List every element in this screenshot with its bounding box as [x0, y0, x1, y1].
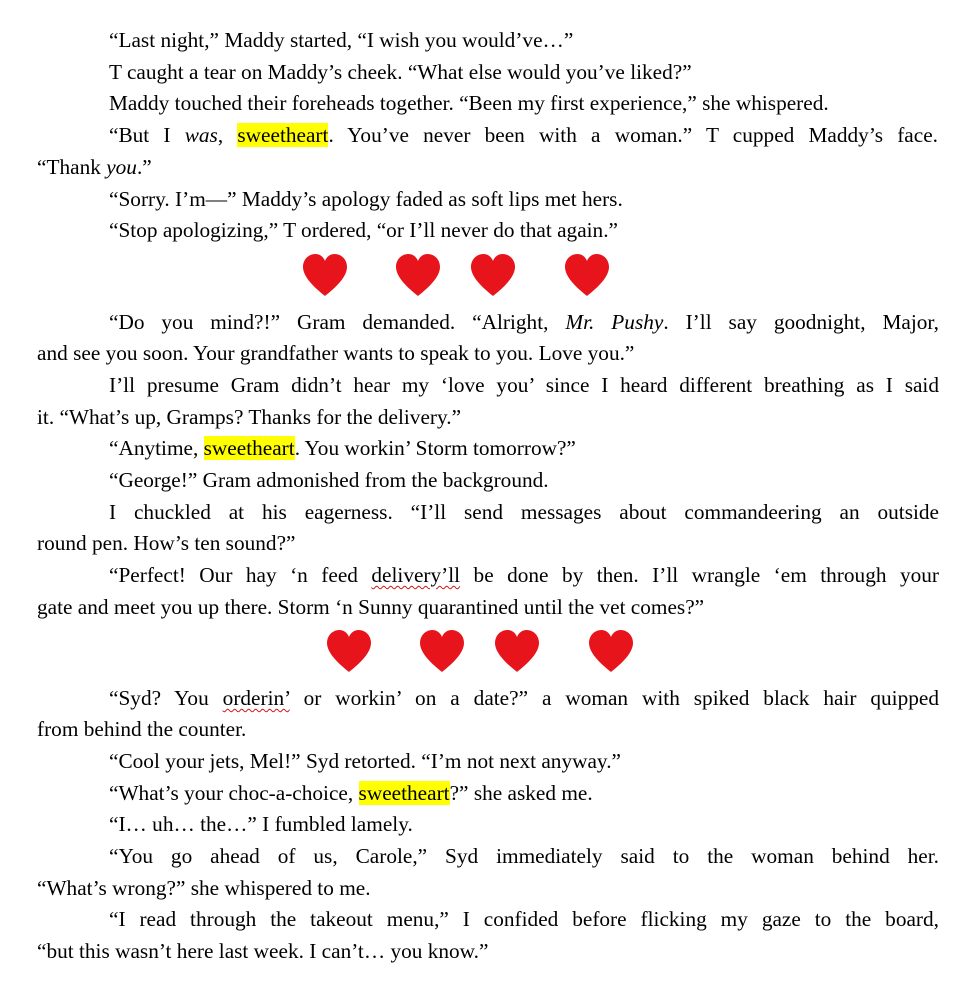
paragraph-line: [109, 89, 829, 117]
highlighted-word: sweetheart: [358, 781, 450, 805]
text-run: .”: [136, 155, 152, 179]
paragraph-line: [37, 715, 246, 743]
paragraph-line: [109, 371, 939, 399]
paragraph-line: [109, 684, 939, 712]
heart-icon: [562, 252, 612, 298]
text-run: I’ll presume Gram didn’t hear my ‘love you’ since I heard different breathing as I said: [109, 373, 939, 397]
heart-icon: [300, 252, 350, 298]
text-run: . I’ll say goodnight, Major,: [663, 310, 939, 334]
text-run: “Syd? You: [109, 686, 223, 710]
paragraph-line: [109, 779, 593, 807]
text-run: round pen. How’s ten sound?”: [37, 531, 296, 555]
heart-divider: [324, 628, 636, 678]
paragraph-line: [37, 529, 295, 557]
paragraph-line: [37, 339, 634, 367]
italic-text: was: [184, 123, 218, 147]
text-run: it. “What’s up, Gramps? Thanks for the delivery.”: [37, 405, 462, 429]
heart-icon: [586, 628, 636, 674]
paragraph-line: [109, 26, 573, 54]
heart-icon: [468, 252, 518, 298]
paragraph-line: [109, 747, 621, 775]
paragraph-line: [109, 185, 623, 213]
paragraph-line: [109, 498, 939, 526]
paragraph-line: [37, 593, 704, 621]
paragraph-line: [37, 937, 488, 965]
text-run: “You go ahead of us, Carole,” Syd immediately said to the woman behind her.: [109, 844, 939, 868]
paragraph-line: [37, 874, 371, 902]
text-run: from behind the counter.: [37, 717, 247, 741]
heart-icon: [417, 628, 467, 674]
heart-icon: [492, 628, 542, 674]
spellcheck-word: delivery’ll: [371, 563, 461, 587]
heart-icon: [324, 628, 374, 674]
text-run: “I read through the takeout menu,” I confided before flicking my gaze to the board,: [109, 907, 939, 931]
paragraph-line: [109, 905, 939, 933]
paragraph-line: [109, 216, 618, 244]
text-run: be done by then. I’ll wrangle ‘em through your: [460, 563, 939, 587]
spellcheck-word: orderin’: [222, 686, 290, 710]
paragraph-line: [109, 810, 413, 838]
text-run: or workin’ on a date?” a woman with spiked black hair quipped: [289, 686, 940, 710]
text-run: ,: [217, 123, 238, 147]
text-run: Maddy touched their foreheads together. “Been my first experience,” she whispered.: [109, 91, 829, 115]
text-run: “George!” Gram admonished from the background.: [109, 468, 549, 492]
paragraph-line: [109, 466, 549, 494]
text-run: “What’s wrong?” she whispered to me.: [37, 876, 371, 900]
text-run: “What’s your choc-a-choice,: [109, 781, 359, 805]
text-run: ?” she asked me.: [449, 781, 593, 805]
paragraph-line: [37, 153, 152, 181]
paragraph-line: [37, 403, 461, 431]
paragraph-line: [109, 121, 938, 149]
text-run: “Sorry. I’m—” Maddy’s apology faded as soft lips met hers.: [109, 187, 623, 211]
text-run: . You’ve never been with a woman.” T cupped Maddy’s face.: [328, 123, 938, 147]
text-run: “Cool your jets, Mel!” Syd retorted. “I’m not next anyway.”: [109, 749, 621, 773]
text-run: I chuckled at his eagerness. “I’ll send messages about commandeering an outside: [109, 500, 939, 524]
text-run: “but this wasn’t here last week. I can’t… you know.”: [37, 939, 489, 963]
highlighted-word: sweetheart: [203, 436, 295, 460]
paragraph-line: [109, 434, 576, 462]
paragraph-line: [109, 842, 939, 870]
paragraph-line: [109, 308, 939, 336]
text-run: “Last night,” Maddy started, “I wish you would’ve…”: [109, 28, 574, 52]
text-run: “Do you mind?!” Gram demanded. “Alright,: [109, 310, 566, 334]
text-run: and see you soon. Your grandfather wants to speak to you. Love you.”: [37, 341, 635, 365]
text-run: gate and meet you up there. Storm ‘n Sunny quarantined until the vet comes?”: [37, 595, 705, 619]
italic-text: Mr. Pushy: [565, 310, 664, 334]
heart-divider: [300, 252, 612, 302]
highlighted-word: sweetheart: [237, 123, 329, 147]
text-run: “Anytime,: [109, 436, 204, 460]
italic-text: you: [106, 155, 137, 179]
paragraph-line: [109, 58, 692, 86]
text-run: . You workin’ Storm tomorrow?”: [294, 436, 576, 460]
text-run: T caught a tear on Maddy’s cheek. “What else would you’ve liked?”: [109, 60, 692, 84]
heart-icon: [393, 252, 443, 298]
text-run: “Stop apologizing,” T ordered, “or I’ll never do that again.”: [109, 218, 618, 242]
paragraph-line: [109, 561, 939, 589]
text-run: “But I: [109, 123, 185, 147]
text-run: “Perfect! Our hay ‘n feed: [109, 563, 372, 587]
text-run: “I… uh… the…” I fumbled lamely.: [109, 812, 413, 836]
text-run: “Thank: [37, 155, 107, 179]
